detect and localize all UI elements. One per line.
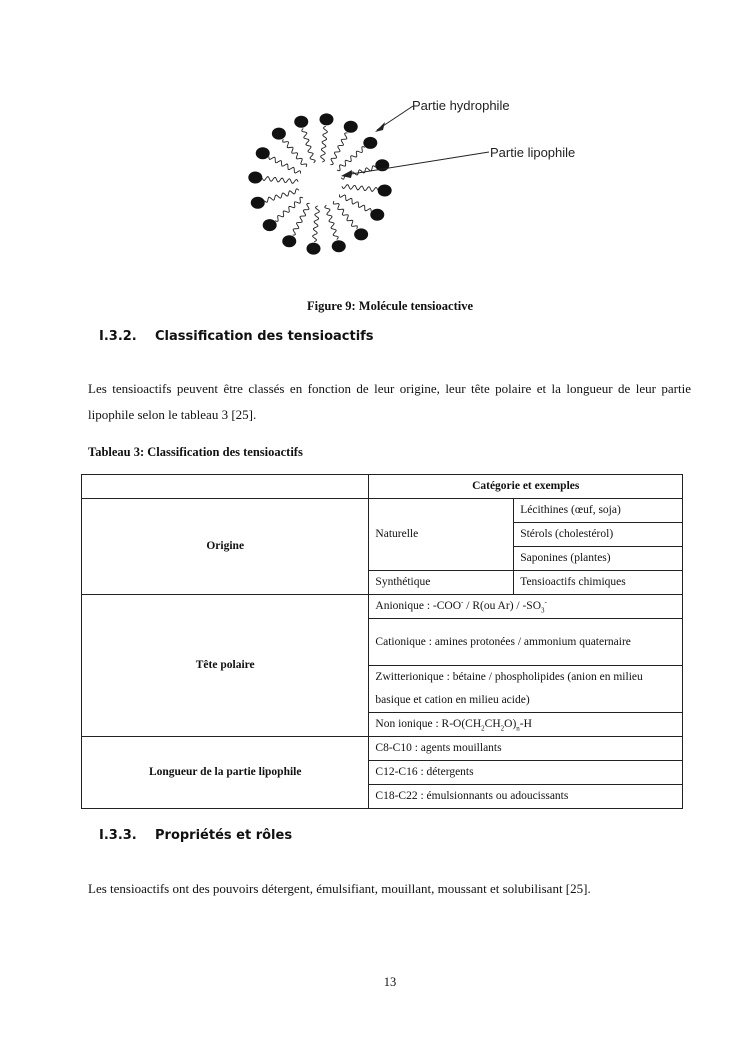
anionique-charge: -: [461, 598, 464, 607]
example-cell: Saponines (plantes): [514, 547, 683, 571]
table-row: [82, 737, 683, 761]
hydrophile-head: [378, 184, 392, 196]
hydrophile-head: [282, 235, 296, 247]
longueur-row: C8-C10 : agents mouillants: [369, 737, 683, 761]
lipophile-tail: [342, 185, 378, 192]
micelle-figure: [195, 92, 615, 292]
section-heading-i33: [99, 828, 292, 843]
table-row: [82, 475, 683, 499]
hydrophile-head: [256, 147, 270, 159]
table-title: Tableau 3: Classification des tensioactifs: [88, 445, 303, 459]
hydrophile-head: [370, 209, 384, 221]
example-cell: Stérols (cholestérol): [514, 523, 683, 547]
anionique-text: Anionique : -COO: [375, 600, 462, 612]
section-title: Propriétés et rôles: [155, 828, 293, 843]
nonionique-text: Non ionique : R-O(CH: [375, 718, 482, 730]
lipophile-tail: [275, 197, 303, 221]
group-tete-polaire: Tête polaire: [82, 595, 369, 737]
figure-caption: Figure 9: Molécule tensioactive: [306, 299, 474, 313]
lipophile-tail: [313, 206, 320, 242]
hydrophile-head: [263, 219, 277, 231]
anionique-charge-2: -: [544, 598, 547, 607]
table-row: [82, 499, 683, 523]
group-origine: Origine: [82, 499, 369, 595]
lipophile-tail: [330, 133, 347, 165]
lipophile-arrowhead: [341, 170, 352, 178]
hydrophile-head: [307, 243, 321, 255]
tete-anionique: [369, 595, 683, 619]
tete-non-ionique: [369, 713, 683, 737]
category-naturelle: Naturelle: [369, 499, 514, 571]
section-heading-i32: [99, 329, 374, 344]
hydrophile-head: [272, 128, 286, 140]
lipophile-tail: [333, 201, 357, 229]
hydrophile-arrowhead: [375, 122, 385, 132]
anionique-text-mid: / R(ou Ar) / -SO: [463, 600, 541, 612]
tete-cationique: Cationique : amines protonées / ammonium quaternaire: [369, 619, 683, 666]
nonionique-text: CH: [484, 718, 501, 730]
table-row: [82, 595, 683, 619]
lipophile-tail: [325, 205, 338, 239]
nonionique-sub: n: [516, 724, 520, 733]
lipophile-tail: [339, 194, 371, 211]
hydrophile-head: [363, 137, 377, 149]
lipophile-tail: [262, 177, 298, 184]
tete-zwitterionique: Zwitterionique : bétaine / phospholipides (anion en milieu basique et cation en milieu acide): [369, 666, 683, 713]
hydrophile-head: [354, 228, 368, 240]
example-cell: Tensioactifs chimiques: [514, 571, 683, 595]
classification-table: [81, 474, 683, 809]
nonionique-sub: 2: [481, 724, 485, 733]
table-cell-empty: [82, 475, 369, 499]
hydrophile-head: [251, 197, 265, 209]
section-number: I.3.3.: [99, 828, 137, 843]
label-partie-hydrophile: Partie hydrophile: [412, 98, 510, 113]
micelle-drawing: [248, 113, 391, 254]
section-number: I.3.2.: [99, 329, 137, 344]
label-partie-lipophile: Partie lipophile: [490, 145, 576, 160]
nonionique-sub: 2: [500, 724, 505, 733]
group-longueur-lipophile: Longueur de la partie lipophile: [82, 737, 369, 809]
lipophile-tail: [293, 203, 310, 235]
lipophile-pointer: [345, 152, 489, 175]
longueur-row: C18-C22 : émulsionnants ou adoucissants: [369, 785, 683, 809]
hydrophile-head: [332, 240, 346, 252]
lipophile-tail: [283, 139, 307, 167]
nonionique-text: -H: [519, 718, 532, 730]
lipophile-tail: [302, 128, 315, 162]
lipophile-tail: [321, 126, 328, 162]
category-synthetique: Synthétique: [369, 571, 514, 595]
paragraph-classification: Les tensioactifs peuvent être classés en fonction de leur origine, leur tête polaire et la longueur de leur partie lipophile selon le tableau 3 [25].: [88, 381, 691, 422]
table-header: Catégorie et exemples: [369, 475, 683, 499]
page-number: 13: [383, 975, 397, 989]
hydrophile-head: [248, 172, 262, 184]
longueur-row: C12-C16 : détergents: [369, 761, 683, 785]
lipophile-tail: [337, 147, 365, 171]
paragraph-proprietes: Les tensioactifs ont des pouvoirs détergent, émulsifiant, mouillant, moussant et solubilisant [25].: [88, 881, 591, 896]
hydrophile-head: [294, 116, 308, 128]
example-cell: Lécithines (œuf, soja): [514, 499, 683, 523]
nonionique-text: O): [504, 718, 517, 730]
lipophile-tail: [264, 189, 298, 202]
hydrophile-head: [319, 113, 333, 125]
hydrophile-head: [344, 121, 358, 133]
section-title: Classification des tensioactifs: [155, 329, 374, 344]
lipophile-tail: [269, 157, 301, 174]
anionique-subscript: 3: [541, 606, 545, 615]
